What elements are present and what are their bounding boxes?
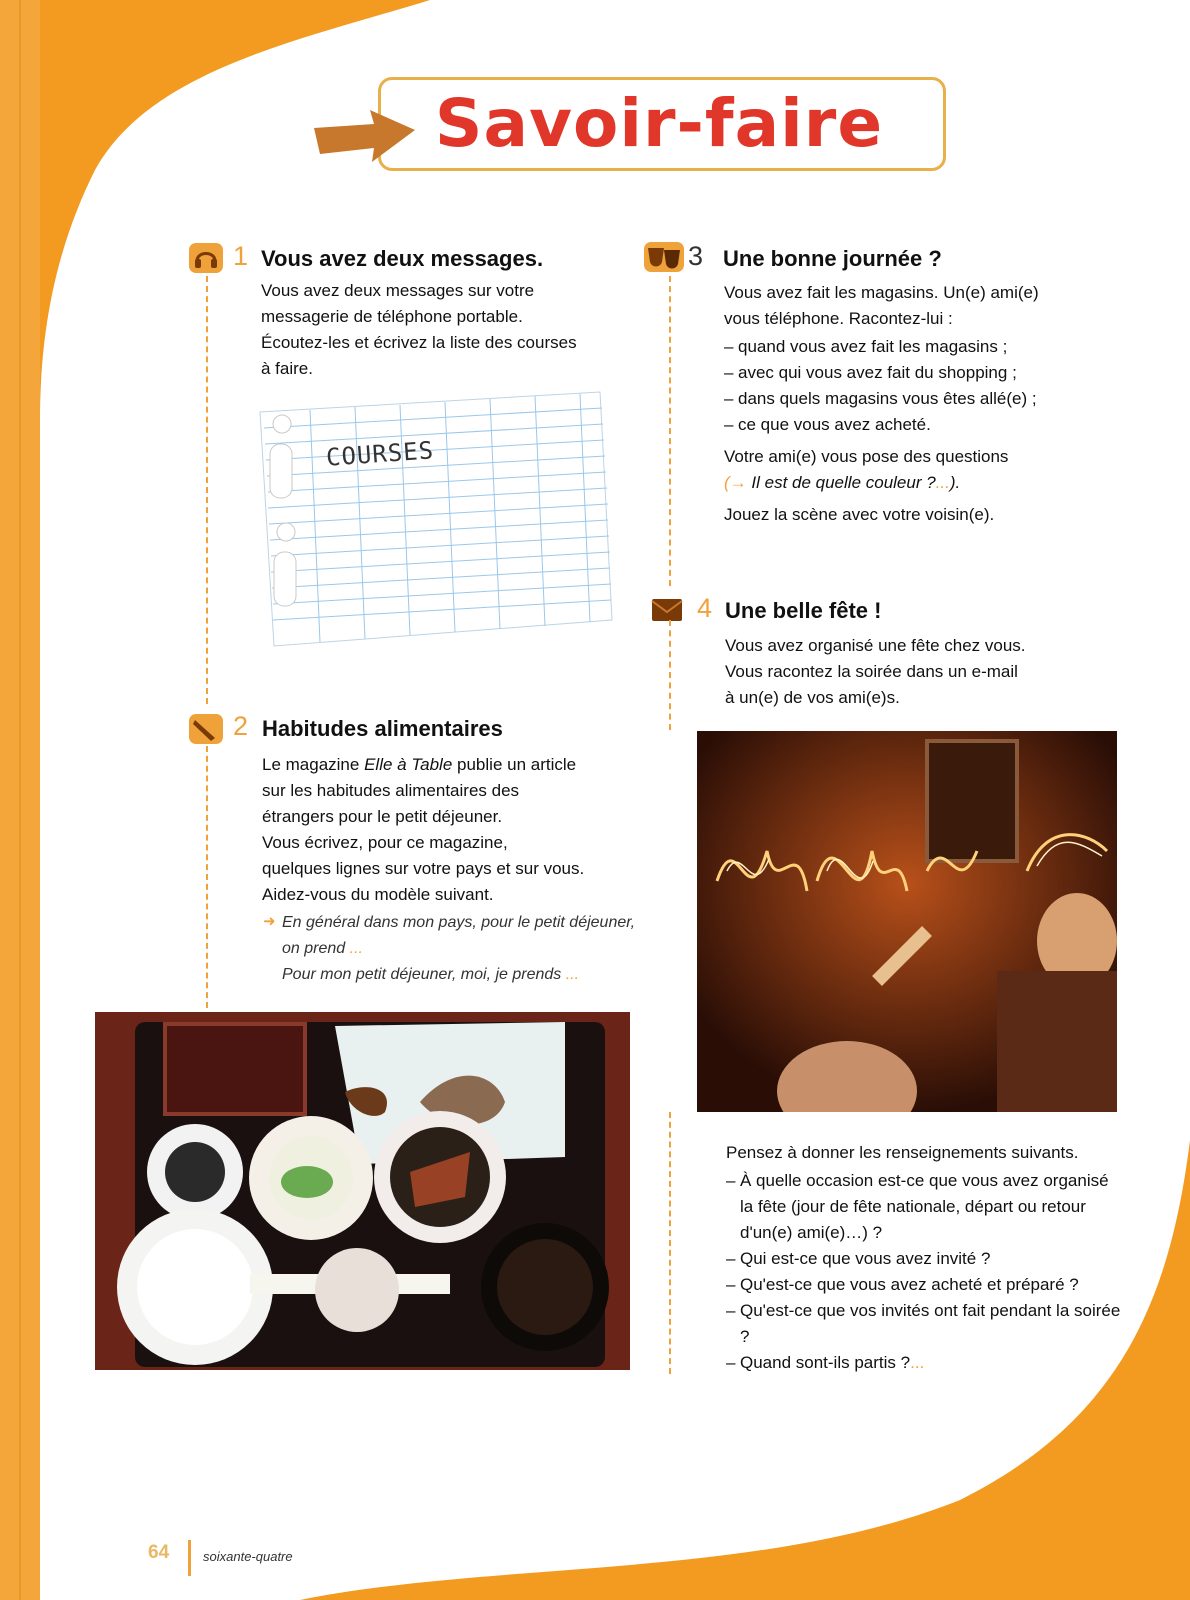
section-2-title: Habitudes alimentaires [262,716,503,741]
party-sparklers-photo [697,731,1117,1112]
section-2-model [282,910,642,988]
footer-divider [188,1540,191,1576]
list-text: Quand sont-ils partis ? [740,1353,911,1372]
page-title: Savoir-faire [434,85,884,162]
body-suffix: publie un article [452,755,577,774]
body-line: Vous avez deux messages sur votre [261,281,535,300]
shopping-list-label: COURSES [325,436,436,472]
shopping-list-notepad [250,388,620,653]
page-number-words: soixante-quatre [203,1549,293,1564]
list-item: – Qui est-ce que vous avez invité ? [726,1246,1126,1272]
section-4-body [725,633,1145,711]
section-1-icon-badge [189,243,223,273]
model-arrow-icon: ➜ [263,913,276,930]
list-item: – quand vous avez fait les magasins ; [724,334,1144,360]
body-line: messagerie de téléphone portable. [261,307,523,326]
body-line: Écoutez-les et écrivez la liste des courses [261,333,577,352]
section-2-number: 2 [233,711,249,741]
model-text: on prend [282,940,346,957]
body-line: à faire. [261,359,313,378]
question-example: Il est de quelle couleur ? [751,473,936,492]
model-line [282,936,642,962]
ellipsis: ... [935,473,950,492]
mail-icon [650,595,684,625]
list-item [726,1350,1126,1376]
model-line: En général dans mon pays, pour le petit déjeuner, [282,914,636,931]
section-2-body [262,752,632,908]
model-text: Pour mon petit déjeuner, moi, je prends [282,966,562,983]
body-prefix: Le magazine [262,755,365,774]
section-3-title: Une bonne journée ? [723,246,942,271]
section-2-icon-badge [189,714,223,744]
body-line: vous téléphone. Racontez-lui : [724,309,953,328]
list-item: – ce que vous avez acheté. [724,412,1144,438]
section-4-icon-badge [650,595,684,625]
headphones-icon [189,243,223,273]
model-line [282,962,642,988]
body-line: Jouez la scène avec votre voisin(e). [724,505,995,524]
list-item: – dans quels magasins vous êtes allé(e) ; [724,386,1144,412]
section-4-lower-dashed-rule [669,1112,671,1374]
body-line: étrangers pour le petit déjeuner. [262,807,503,826]
section-1-body [261,278,621,382]
section-3-dashed-rule [669,276,671,586]
section-4-info [726,1140,1126,1376]
section-2-dashed-rule [206,746,208,1008]
body-line: Vous avez organisé une fête chez vous. [725,636,1026,655]
section-3-list [724,334,1144,438]
section-1-number: 1 [233,241,249,271]
section-4-title: Une belle fête ! [725,598,882,623]
body-line: Votre ami(e) vous pose des questions [724,447,1009,466]
list-item: – Qu'est-ce que vous avez acheté et préparé ? [726,1272,1126,1298]
list-item: – À quelle occasion est-ce que vous avez organisé la fête (jour de fête nationale, départ ou retour d'un(e) ami(e)…) ? [726,1168,1126,1246]
section-4-dashed-rule [669,620,671,730]
section-4-list [726,1168,1126,1376]
section-3-icon-badge [644,242,684,272]
section-1-dashed-rule [206,276,208,704]
info-intro: Pensez à donner les renseignements suivants. [726,1143,1079,1162]
section-3-number: 3 [688,241,704,271]
ellipsis: ... [910,1353,925,1372]
section-3-body [724,280,1144,528]
body-line: Aidez-vous du modèle suivant. [262,885,494,904]
ellipsis: ... [349,940,363,957]
body-line: sur les habitudes alimentaires des [262,781,520,800]
body-line [262,752,632,778]
page-number: 64 [148,1542,170,1563]
question-example-line [724,470,1144,496]
list-item: – Qu'est-ce que vos invités ont fait pendant la soirée ? [726,1298,1126,1350]
pen-icon [189,714,223,744]
body-line: Vous avez fait les magasins. Un(e) ami(e) [724,283,1039,302]
list-item: – avec qui vous avez fait du shopping ; [724,360,1144,386]
breakfast-photo [95,1012,630,1370]
ellipsis: ... [565,966,580,983]
section-1-title: Vous avez deux messages. [261,246,544,271]
question-open: (→ [724,473,752,492]
theater-masks-icon [644,242,684,272]
body-line: à un(e) de vos ami(e)s. [725,688,900,707]
question-close: ). [949,473,961,492]
body-line: Vous écrivez, pour ce magazine, [262,833,508,852]
magazine-name: Elle à Table [364,755,453,774]
body-line: quelques lignes sur votre pays et sur vous. [262,859,585,878]
section-4-number: 4 [697,593,713,623]
body-line: Vous racontez la soirée dans un e-mail [725,662,1018,681]
